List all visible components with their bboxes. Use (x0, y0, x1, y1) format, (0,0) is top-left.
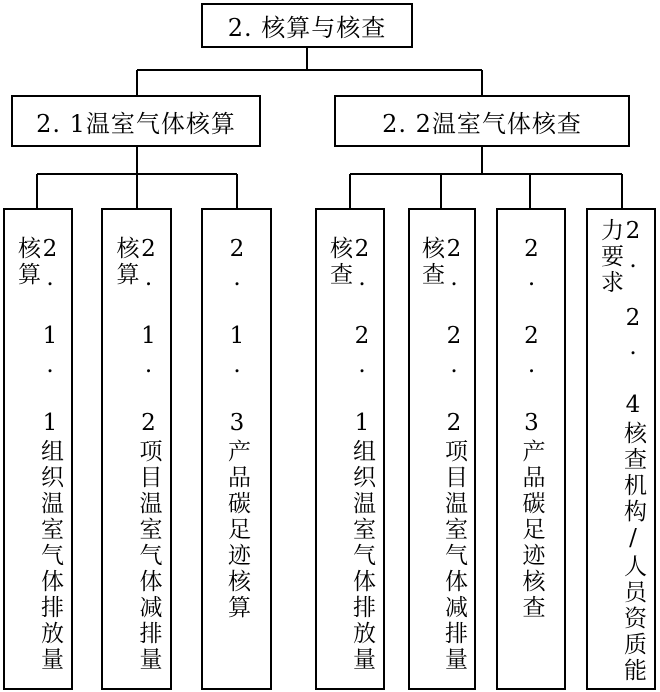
leaf-node-org-emissions-verification (315, 208, 385, 690)
leaf-node-verifier-competence (586, 208, 656, 690)
leaf-node-label: 2. 2. 4核查机构/人员资质能力要求 (597, 218, 646, 684)
branch-node-accounting (11, 95, 261, 147)
leaf-node-label: 2. 1. 2项目温室气体减排量核算 (112, 236, 162, 673)
leaf-node-label: 2. 1. 1组织温室气体排放量核算 (14, 236, 63, 673)
leaf-node-label: 2. 1. 3产品碳足迹核算 (224, 236, 250, 621)
leaf-node-label: 2. 2. 2项目温室气体减排量核查 (418, 236, 467, 673)
branch-node-accounting-label: 2. 1温室气体核算 (36, 109, 236, 138)
leaf-node-project-reductions-verification (408, 208, 476, 690)
leaf-node-label: 2. 2. 3产品碳足迹核查 (518, 236, 545, 621)
root-node-label: 2. 核算与核查 (227, 14, 387, 42)
root-node (201, 3, 413, 48)
leaf-node-label: 2. 2. 1组织温室气体排放量核查 (326, 236, 375, 673)
branch-node-verification (334, 95, 630, 147)
leaf-node-project-reductions-accounting (101, 208, 172, 690)
leaf-node-product-footprint-verification (496, 208, 566, 690)
leaf-node-org-emissions-accounting (3, 208, 73, 690)
leaf-node-product-footprint-accounting (201, 208, 272, 690)
branch-node-verification-label: 2. 2温室气体核查 (382, 109, 582, 138)
